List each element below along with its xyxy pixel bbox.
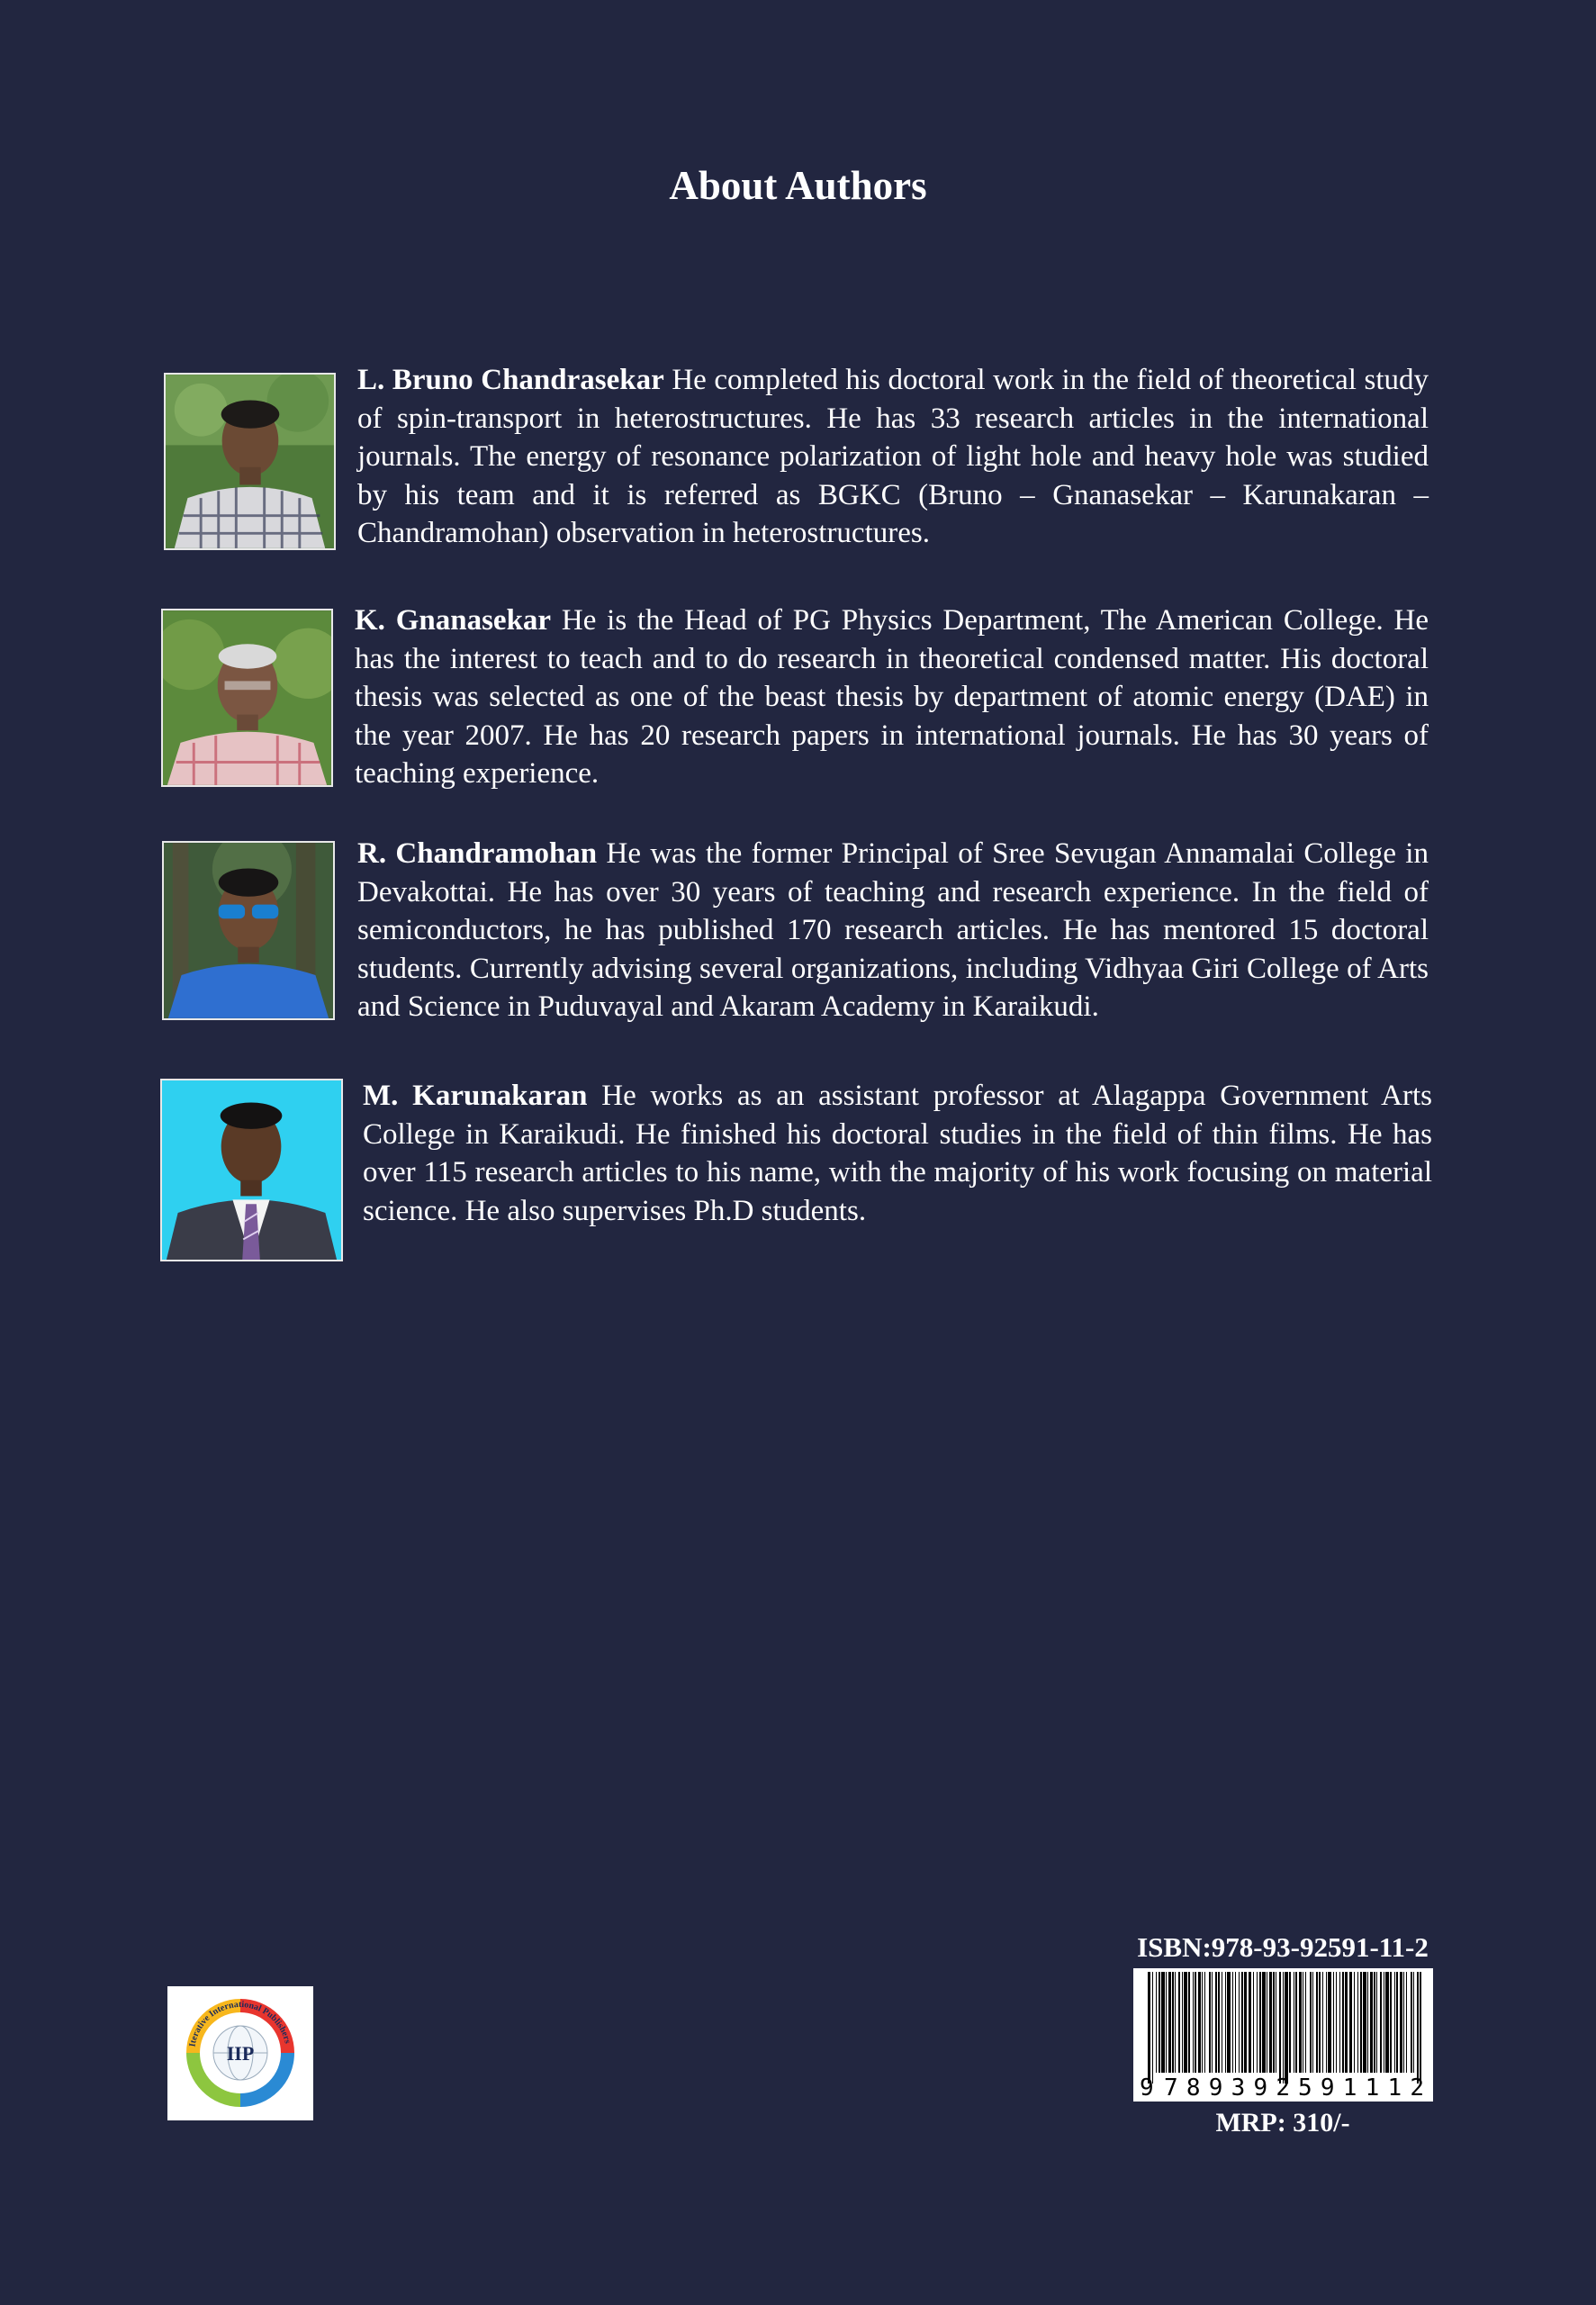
barcode-bar xyxy=(1232,1972,1233,2073)
barcode-bar xyxy=(1269,1972,1272,2073)
mrp-text: MRP: 310/- xyxy=(1215,2108,1350,2138)
barcode-bar xyxy=(1328,1972,1331,2073)
author-photo xyxy=(164,373,336,550)
barcode-bar xyxy=(1312,1972,1313,2073)
barcode-bar xyxy=(1152,1972,1153,2084)
barcode-bar xyxy=(1403,1972,1404,2073)
barcode-bar xyxy=(1244,1972,1247,2073)
barcode-bar xyxy=(1209,1972,1211,2073)
barcode-bar xyxy=(1168,1972,1171,2073)
barcode-bar xyxy=(1420,1972,1421,2084)
barcode-bar xyxy=(1239,1972,1240,2073)
barcode-bar xyxy=(1394,1972,1395,2073)
barcode-bar xyxy=(1406,1972,1407,2073)
barcode-bar xyxy=(1336,1972,1337,2073)
barcode-bar xyxy=(1175,1972,1176,2073)
barcode-bar xyxy=(1413,1972,1414,2073)
barcode-bar xyxy=(1257,1972,1258,2073)
barcode-bar xyxy=(1188,1972,1190,2073)
barcode-bar xyxy=(1370,1972,1373,2073)
isbn-text: ISBN:978-93-92591-11-2 xyxy=(1137,1931,1429,1963)
barcode-bar xyxy=(1166,1972,1167,2073)
author-name: K. Gnanasekar xyxy=(355,604,552,637)
barcode-bar xyxy=(1285,1972,1288,2084)
barcode-bar xyxy=(1156,1972,1157,2073)
barcode-bar xyxy=(1322,1972,1323,2073)
barcode-bar xyxy=(1295,1972,1297,2073)
barcode-bar xyxy=(1305,1972,1306,2073)
author-portrait-icon xyxy=(166,375,334,548)
barcode-bar xyxy=(1218,1972,1220,2073)
barcode-bar xyxy=(1289,1972,1291,2073)
barcode-bar xyxy=(1279,1972,1281,2084)
barcode-bar xyxy=(1262,1972,1266,2073)
barcode-bars xyxy=(1133,1968,1433,2102)
page-title: About Authors xyxy=(669,163,927,208)
author-name: R. Chandramohan xyxy=(357,837,598,870)
barcode-bar xyxy=(1310,1972,1312,2073)
barcode xyxy=(1133,1968,1433,2102)
barcode-bar xyxy=(1225,1972,1226,2073)
barcode-bar xyxy=(1354,1972,1355,2073)
barcode-bar xyxy=(1259,1972,1261,2073)
author-photo xyxy=(162,841,335,1020)
author-bio-text: He was the former Principal of Sree Sevugan Annamalai College in Devakottai. He has over 30 years of teaching and research experience. In the field of semiconductors, he has published 170 research articles. He has mentored 15 doctoral students. Currently advising several organizations, including Vidhyaa Giri College of Arts and Science in Puduvayal and Akaram Academy in Karaikudi. xyxy=(357,837,1429,1023)
author-photo xyxy=(160,1079,343,1261)
barcode-bar xyxy=(1349,1972,1352,2073)
author-bio xyxy=(357,361,1429,553)
barcode-bar xyxy=(1172,1972,1174,2073)
barcode-bar xyxy=(1345,1972,1348,2073)
barcode-bar xyxy=(1339,1972,1340,2073)
barcode-bar xyxy=(1326,1972,1327,2073)
author-bio-text: He works as an assistant professor at Alagappa Government Arts College in Karaikudi. He finished his doctoral studies in the field of thin films. He has over 115 research articles to his name, with the majority of his work focusing on material science. He also supervises Ph.D students. xyxy=(363,1080,1432,1227)
barcode-bar xyxy=(1411,1972,1412,2073)
barcode-bar xyxy=(1198,1972,1201,2073)
barcode-bar xyxy=(1235,1972,1236,2073)
author-bio xyxy=(357,835,1429,1026)
barcode-bar xyxy=(1178,1972,1180,2073)
barcode-bar xyxy=(1212,1972,1213,2073)
barcode-bar xyxy=(1241,1972,1243,2073)
barcode-bar xyxy=(1400,1972,1402,2073)
barcode-bar xyxy=(1249,1972,1251,2073)
barcode-bar xyxy=(1367,1972,1368,2073)
barcode-bar xyxy=(1227,1972,1231,2073)
barcode-bar xyxy=(1253,1972,1254,2073)
barcode-right-digits: 591112 xyxy=(1297,2074,1424,2102)
barcode-bar xyxy=(1161,1972,1165,2073)
globe-arrows-logo-icon xyxy=(167,1986,313,2120)
barcode-bar xyxy=(1148,1972,1150,2084)
barcode-bar xyxy=(1363,1972,1366,2073)
author-bio xyxy=(355,601,1429,793)
barcode-bar xyxy=(1204,1972,1205,2073)
author-bio-text: He completed his doctoral work in the field of theoretical study of spin-transport in heterostructures. He has 33 research articles in the international journals. The energy of resonance polarization of light hole and heavy hole was studied by his team and it is referred as BGKC (Bruno – Gnanasekar – Karunakaran – Chandramohan) observation in heterostructures. xyxy=(357,364,1429,549)
author-bio-text: He is the Head of PG Physics Department, The American College. He has the interest to teach and to do research in theoretical condensed matter. His doctoral thesis was selected as one of the beast thesis by department of atomic energy (DAE) in the year 2007. He has 20 research papers in international journals. He has 30 years of teaching experience. xyxy=(355,604,1429,790)
barcode-left-digits: 789392 xyxy=(1163,2074,1290,2102)
barcode-bar xyxy=(1195,1972,1196,2073)
isbn-block xyxy=(1130,1930,1436,2141)
barcode-bar xyxy=(1159,1972,1160,2073)
author-portrait-icon xyxy=(164,843,333,1018)
barcode-bar xyxy=(1316,1972,1318,2073)
barcode-bar xyxy=(1215,1972,1217,2073)
barcode-bar xyxy=(1299,1972,1302,2073)
barcode-bar xyxy=(1319,1972,1321,2073)
barcode-bar xyxy=(1376,1972,1377,2073)
barcode-lead-digit: 9 xyxy=(1139,2074,1154,2102)
barcode-bar xyxy=(1385,1972,1389,2073)
publisher-ring-text: Iterative International Publishers xyxy=(187,1999,293,2048)
author-name: L. Bruno Chandrasekar xyxy=(357,364,664,396)
barcode-bar xyxy=(1273,1972,1275,2073)
publisher-initials: IIP xyxy=(226,2042,255,2065)
barcode-bar xyxy=(1193,1972,1194,2073)
barcode-bar xyxy=(1360,1972,1362,2073)
author-bio xyxy=(363,1077,1432,1230)
publisher-logo xyxy=(167,1986,313,2120)
barcode-bar xyxy=(1283,1972,1284,2084)
author-photo xyxy=(161,609,333,787)
barcode-bar xyxy=(1417,1972,1419,2084)
barcode-bar xyxy=(1184,1972,1187,2073)
barcode-bar xyxy=(1202,1972,1203,2073)
barcode-bar xyxy=(1380,1972,1382,2073)
barcode-bar xyxy=(1357,1972,1358,2073)
barcode-bar xyxy=(1333,1972,1334,2073)
author-portrait-icon xyxy=(163,610,331,785)
barcode-bar xyxy=(1390,1972,1392,2073)
author-portrait-icon xyxy=(162,1080,341,1260)
barcode-bar xyxy=(1374,1972,1375,2073)
barcode-bar xyxy=(1182,1972,1183,2073)
author-name: M. Karunakaran xyxy=(363,1080,588,1112)
barcode-bar xyxy=(1396,1972,1398,2073)
barcode-bar xyxy=(1342,1972,1344,2073)
